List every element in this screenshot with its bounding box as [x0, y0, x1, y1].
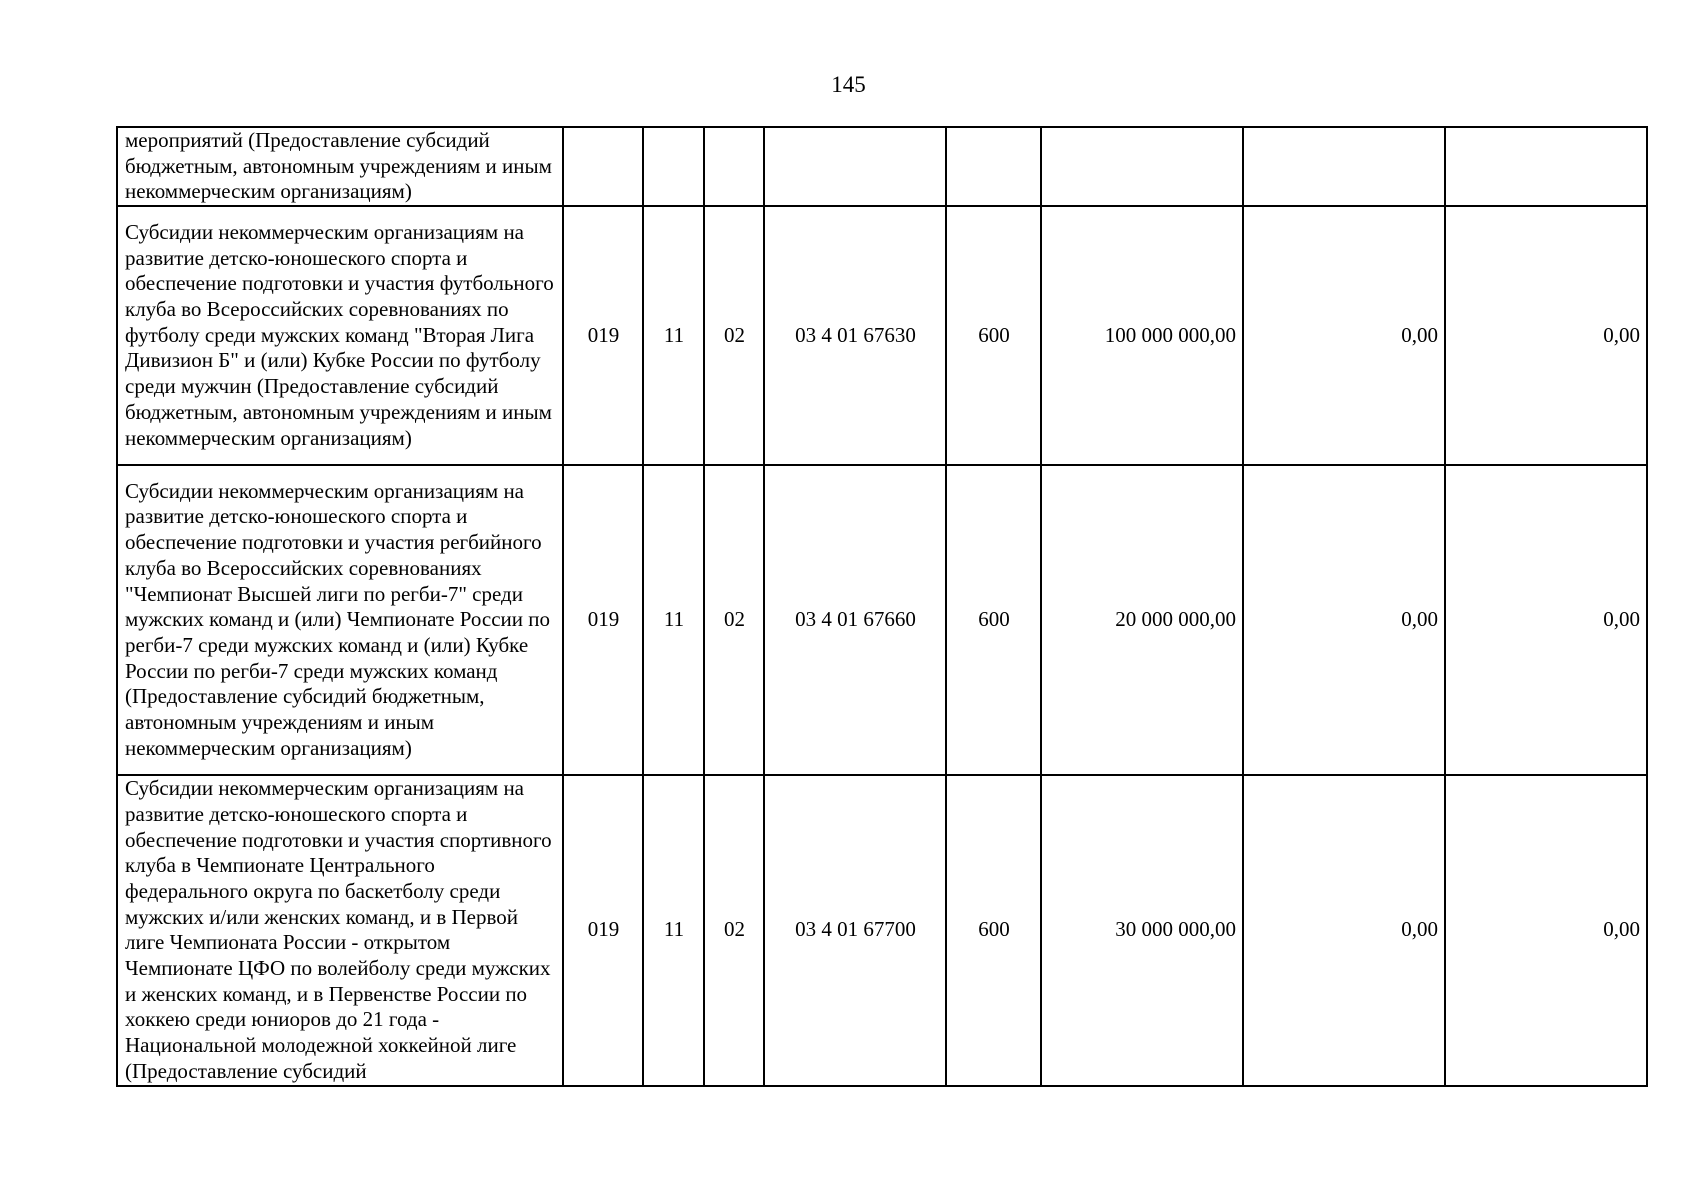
amount-1: 30 000 000,00: [1041, 775, 1243, 1085]
section-code: 11: [643, 206, 704, 465]
subsection-code: [704, 127, 764, 206]
subsection-code: 02: [704, 206, 764, 465]
amount-3: 0,00: [1445, 206, 1647, 465]
amount-1: 100 000 000,00: [1041, 206, 1243, 465]
target-article-code: 03 4 01 67630: [764, 206, 946, 465]
row-description: Субсидии некоммерческим организациям на развитие детско-юношеского спорта и обеспечение подготовки и участия футбольного клуба во Всероссийских соревнованиях по футболу среди мужских команд "Вторая Лига Дивизион Б" и (или) Кубке России по футболу среди мужчин (Предоставление субсидий бюджетным, автономным учреждениям и иным некоммерческим организациям): [117, 206, 563, 465]
table-row: [117, 127, 1647, 206]
subsection-code: 02: [704, 775, 764, 1085]
section-code: [643, 127, 704, 206]
table-row: [117, 465, 1647, 775]
amount-3: [1445, 127, 1647, 206]
row-description: Субсидии некоммерческим организациям на развитие детско-юношеского спорта и обеспечение подготовки и участия спортивного клуба в Чемпионате Центрального федерального округа по баскетболу среди мужских и/или женских команд, и в Первой лиге Чемпионата России - открытом Чемпионате ЦФО по волейболу среди мужских и женских команд, и в Первенстве России по хоккею среди юниоров до 21 года - Национальной молодежной хоккейной лиге (Предоставление субсидий: [117, 775, 563, 1085]
ministry-code: [563, 127, 643, 206]
target-article-code: 03 4 01 67660: [764, 465, 946, 775]
expense-type-code: 600: [946, 206, 1041, 465]
amount-1: 20 000 000,00: [1041, 465, 1243, 775]
amount-3: 0,00: [1445, 465, 1647, 775]
expense-type-code: 600: [946, 465, 1041, 775]
budget-table: [116, 126, 1648, 1087]
subsection-code: 02: [704, 465, 764, 775]
target-article-code: 03 4 01 67700: [764, 775, 946, 1085]
section-code: 11: [643, 775, 704, 1085]
expense-type-code: [946, 127, 1041, 206]
row-description: Субсидии некоммерческим организациям на развитие детско-юношеского спорта и обеспечение подготовки и участия регбийного клуба во Всероссийских соревнованиях "Чемпионат Высшей лиги по регби-7" среди мужских команд и (или) Чемпионате России по регби-7 среди мужских команд и (или) Кубке России по регби-7 среди мужских команд (Предоставление субсидий бюджетным, автономным учреждениям и иным некоммерческим организациям): [117, 465, 563, 775]
row-description: мероприятий (Предоставление субсидий бюджетным, автономным учреждениям и иным некоммерческим организациям): [117, 127, 563, 206]
amount-2: 0,00: [1243, 775, 1445, 1085]
ministry-code: 019: [563, 206, 643, 465]
page-number: 145: [831, 72, 866, 97]
ministry-code: 019: [563, 465, 643, 775]
amount-2: 0,00: [1243, 206, 1445, 465]
expense-type-code: 600: [946, 775, 1041, 1085]
section-code: 11: [643, 465, 704, 775]
target-article-code: [764, 127, 946, 206]
amount-2: 0,00: [1243, 465, 1445, 775]
table-row: [117, 775, 1647, 1085]
amount-2: [1243, 127, 1445, 206]
ministry-code: 019: [563, 775, 643, 1085]
amount-1: [1041, 127, 1243, 206]
table-row: [117, 206, 1647, 465]
amount-3: 0,00: [1445, 775, 1647, 1085]
